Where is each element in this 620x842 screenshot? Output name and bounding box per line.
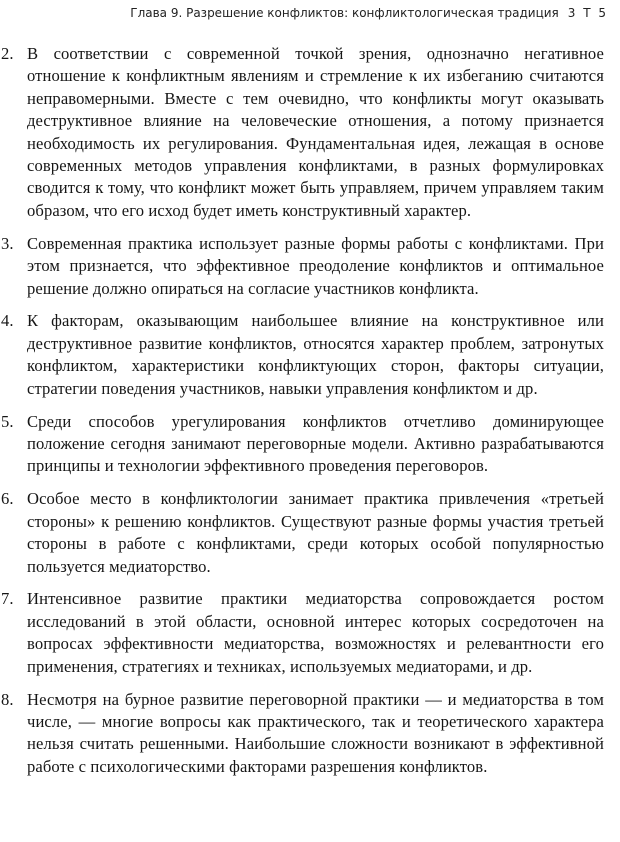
list-item xyxy=(0,411,620,478)
summary-list xyxy=(0,43,620,789)
list-item xyxy=(0,488,620,578)
item-number: 3. xyxy=(1,233,14,253)
item-number: 4. xyxy=(1,311,14,331)
page-number: 3 Т 5 xyxy=(567,6,608,20)
item-text: В соответствии с современной точкой зрения, однозначно негативное отношение к конфликтным явлениям и стремление к их избеганию считаются неправомерными. Вместе с тем очевидно, что конфликты могут оказывать деструктивное влияние на человеческие отношения, а потому признается необходимость их регулирования. Фундаментальная идея, лежащая в основе современных методов управления конфликтами, в разных формулировках сводится к тому, что конфликт может быть управляем, причем управляем таким образом, что его исход будет иметь конструктивный характер. xyxy=(27,44,604,220)
item-text: Несмотря на бурное развитие переговорной практики — и медиаторства в том числе, — многие вопросы как практического, так и теоретического характера нельзя считать решенными. Наибольшие сложности возникают в эффективной работе с психологическими факторами разрешения конфликтов. xyxy=(27,689,604,776)
item-text: Особое место в конфликтологии занимает практика привлечения «третьей стороны» к решению конфликтов. Существуют разные формы участия третьей стороны в работе с конфликтами, среди которых особой популярностью пользуется медиаторство. xyxy=(27,489,604,576)
item-text: Современная практика использует разные формы работы с конфликтами. При этом признается, что эффективное преодоление конфликтов и оптимальное решение должно опираться на согласие участников конфликта. xyxy=(27,233,604,298)
item-number: 2. xyxy=(1,44,14,63)
running-header xyxy=(130,5,608,21)
item-number: 7. xyxy=(1,589,14,609)
list-item xyxy=(0,233,620,300)
list-item xyxy=(0,588,620,678)
list-item xyxy=(0,310,620,400)
item-text: Среди способов урегулирования конфликтов отчетливо доминирующее положение сегодня занимают переговорные модели. Активно разрабатываются принципы и технологии эффективного проведения переговоров. xyxy=(27,411,604,476)
item-number: 5. xyxy=(1,411,14,431)
item-text: К факторам, оказывающим наибольшее влияние на конструктивное или деструктивное развитие конфликтов, относятся характер проблем, затронутых конфликтом, характеристики конфликтующих сторон, факторы ситуации, стратегии поведения участников, навыки управления конфликтом и др. xyxy=(27,311,604,398)
item-number: 8. xyxy=(1,689,14,709)
item-number: 6. xyxy=(1,489,14,509)
list-item xyxy=(0,689,620,779)
item-text: Интенсивное развитие практики медиаторства сопровождается ростом исследований в этой области, основной интерес которых сосредоточен на вопросах эффективности медиаторства, возможностях и релевантности его применения, стратегиях и техниках, используемых медиаторами, и др. xyxy=(27,589,604,676)
running-title: Глава 9. Разрешение конфликтов: конфликтологическая традиция xyxy=(130,6,559,20)
list-item xyxy=(0,43,620,222)
